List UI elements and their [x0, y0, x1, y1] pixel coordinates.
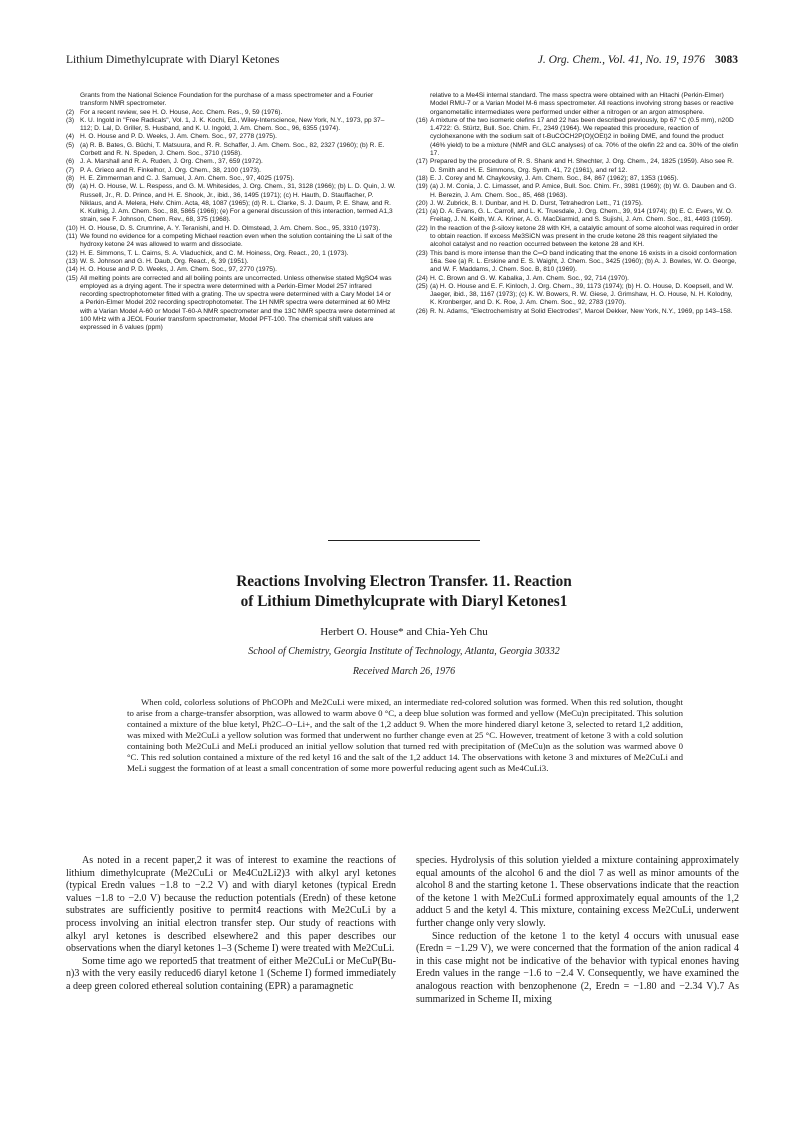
abstract [127, 697, 683, 774]
footnote-text: relative to a Me4Si internal standard. The mass spectra were obtained with an Hitachi (Perkin-Elmer) Model RMU-7 or a Varian Model M-6 mass spectrometer. All reactions involving strong bases or reactive organometallic intermediates were performed under either a nitrogen or an argon atmosphere. [430, 92, 734, 116]
footnote-text: P. A. Grieco and R. Finkelhor, J. Org. Chem., 38, 2100 (1973). [80, 166, 261, 174]
footnote [416, 250, 739, 275]
footnote [66, 275, 396, 333]
footnote-number [416, 92, 430, 117]
footnote-number: (17) [416, 158, 428, 166]
body-paragraph: Some time ago we reported5 that treatment of either Me2CuLi or MeCuP(Bu-n)3 with the very easily reduced6 diaryl ketone 1 (Scheme I) formed immediately a deep green colored ethereal solution containing (EPR) a paramagnetic [66, 955, 396, 992]
footnote-number: (7) [66, 166, 75, 174]
footnote-text: Grants from the National Science Foundation for the purchase of a mass spectrometer and a Fourier transform NMR spectrometer. [80, 92, 374, 108]
authors: Herbert O. House* and Chia-Yeh Chu [320, 626, 488, 638]
footnote-text: (a) H. O. House, W. L. Respess, and G. M. Whitesides, J. Org. Chem., 31, 3128 (1966); (b) L. D. Quin, J. W. Russell, Jr., R. D. Prince, and H. E. Shook, Jr., ibid., 36, 1495 (1971); (c) H. Hauth, D. Stauffacher, P. Niklaus, and A. Melera, Helv. Chim. Acta, 48, 1087 (1965); (d) R. L. Clarke, S. J. Daum, P. E. Shaw, and R. K. Kullnig, J. Am. Chem. Soc., 88, 5865 (1966); (e) For a general discussion of this interaction, termed A1,3 strain, see F. Johnson, Chem. Rev., 68, 375 (1968). [80, 183, 396, 224]
body-left-column [66, 855, 396, 994]
footnote-text: H. O. House, D. S. Crumrine, A. Y. Teranishi, and H. D. Olmstead, J. Am. Chem. Soc., 95, 3310 (1973). [80, 224, 381, 232]
page-number: 3083 [715, 54, 738, 66]
footnote-text: J. W. Zubrick, B. I. Dunbar, and H. D. Durst, Tetrahedron Lett., 71 (1975). [430, 199, 643, 207]
footnote-number: (18) [416, 174, 428, 182]
footnote-text: W. S. Johnson and G. H. Daub, Org. React., 6, 39 (1951). [80, 257, 249, 265]
footnote [416, 183, 739, 200]
footnote-number: (22) [416, 224, 428, 232]
footnote-number: (10) [66, 224, 78, 232]
footnote-number: (3) [66, 116, 75, 124]
footnote [416, 308, 739, 316]
affiliation: School of Chemistry, Georgia Institute of Technology, Atlanta, Georgia 30332 [248, 646, 560, 657]
running-header [66, 54, 738, 70]
footnote-number: (6) [66, 158, 75, 166]
received-date: Received March 26, 1976 [352, 666, 456, 677]
body-paragraph: As noted in a recent paper,2 it was of interest to examine the reactions of lithium dimethylcuprate (Me2CuLi or Me4Cu2Li2)3 with alkyl aryl ketones (typical Eredn values −1.8 to −2.2 V) and with diaryl ketones (typical Eredn values −1.8 to −2.0 V) because the reduction potentials (Eredn) of these ketone substrates are sufficiently positive to permit4 reactions with Me2CuLi by a process involving an initial electron transfer step. Our study of reactions with alkyl aryl ketones is described elsewhere2 and this paper describes our observations when the diaryl ketones 1–3 (Scheme I) were treated with Me2CuLi. [66, 855, 396, 955]
footnote [66, 109, 396, 117]
footnote-number: (25) [416, 282, 428, 290]
footnote-text: J. A. Marshall and R. A. Ruden, J. Org. Chem., 37, 659 (1972). [80, 158, 263, 166]
article-title-line-2: of Lithium Dimethylcuprate with Diaryl Ketones1 [240, 593, 568, 610]
footnote-text: This band is more intense than the C═O band indicating that the enone 16 exists in a cisoid conformation 16a. See (a) R. L. Erskine and E. S. Waight, J. Chem. Soc., 3425 (1960); (b) A. J. Bowles, W. O. George, and W. F. Maddams, J. Chem. Soc. B, 810 (1969). [430, 249, 737, 274]
footnote-text: H. O. House and P. D. Weeks, J. Am. Chem. Soc., 97, 2770 (1975). [80, 266, 277, 274]
footnote-number: (23) [416, 249, 428, 257]
footnote [416, 208, 739, 225]
footnote-number [66, 92, 80, 109]
footnote [66, 233, 396, 250]
footnote [66, 117, 396, 134]
footnote-number: (24) [416, 274, 428, 282]
footnote [416, 225, 739, 250]
footnote-text: R. N. Adams, "Electrochemistry at Solid Electrodes", Marcel Dekker, New York, N.Y., 1969, pp 143–158. [430, 307, 733, 315]
footnote-text: (a) D. A. Evans, G. L. Carroll, and L. K. Truesdale, J. Org. Chem., 39, 914 (1974); (b) E. C. Evers, W. O. Freitag, J. N. Keith, W. A. Kriner, A. G. MacDiarmid, and S. Sujishi, J. Am. Chem. Soc., 81, 4493 (1959). [430, 208, 733, 224]
footnote-text: We found no evidence for a competing Michael reaction even when the solution containing the Li salt of the hydroxy ketone 24 was allowed to warm and dissociate. [80, 233, 393, 249]
footnote-text: A mixture of the two isomeric olefins 17 and 22 has been described previously, bp 67 °C (0.5 mm), n20D 1.4722: G. Stürtz, Bull. Soc. Chim. Fr., 2349 (1964). We repeated this procedure, reaction of cyclohexanone with the sodium salt of t-BuCOCH2P(O)(OEt)2 in boiling DME, and found the product (46% yield) to be a mixture (NMR and GLC analyses) of ca. 70% of the olefin 22 and ca. 30% of the olefin 17. [430, 116, 739, 158]
footnote-number: (2) [66, 108, 75, 116]
footnote [416, 275, 739, 283]
journal-citation [538, 54, 738, 66]
footnote [416, 200, 739, 208]
footnote [66, 158, 396, 166]
footnote [416, 92, 739, 117]
footnote-text: H. C. Brown and G. W. Kabalka, J. Am. Chem. Soc., 92, 714 (1970). [430, 274, 629, 282]
footnotes-right-column [416, 92, 739, 316]
footnote-text: (a) R. B. Bates, G. Büchi, T. Matsuura, and R. R. Schaffer, J. Am. Chem. Soc., 82, 2327 (1960); (b) R. E. Corbett and R. N. Speden, J. Chem. Soc., 3710 (1958). [80, 141, 385, 158]
footnote [416, 175, 739, 183]
footnote-text: In the reaction of the β-siloxy ketone 28 with KH, a catalytic amount of some alcohol was required in order to obtain reaction. If excess Me3SiCN was present in the crude ketone 28 this reagent silylated the alcohol catalyst and no reaction occurred between the ketone 28 and KH. [430, 224, 739, 249]
footnote [66, 225, 396, 233]
footnote-number: (15) [66, 274, 78, 282]
footnote-text: (a) J. M. Conia, J. C. Limasset, and P. Amice, Bull. Soc. Chim. Fr., 3981 (1969); (b) W. G. Dauben and G. H. Berezin, J. Am. Chem. Soc., 85, 468 (1963). [430, 183, 737, 199]
footnote [66, 175, 396, 183]
footnote-number: (14) [66, 266, 78, 274]
footnote-number: (5) [66, 141, 75, 149]
footnote-text: H. O. House and P. D. Weeks, J. Am. Chem. Soc., 97, 2778 (1975). [80, 133, 277, 141]
abstract-text: When cold, colorless solutions of PhCOPh and Me2CuLi were mixed, an intermediate red-colored solution was formed. When this red solution, thought to arise from a charge-transfer absorption, was allowed to warm above 0 °C, a deep blue solution was formed and yellow (MeCu)n precipitated. This solution contained a mixture of the blue ketyl, Ph2C–O−Li+, and the salt of the 1,2 adduct 9. When the more hindered diaryl ketone 3, selected to retard 1,2 addition, was mixed with Me2CuLi a yellow solution was formed that underwent no further change even at 25 °C. However, treatment of ketone 3 with a cold solution containing both Me2CuLi and MeLi produced an initial yellow solution that turned red with precipitation of (MeCu)n as the solution was warmed above 0 °C. This red solution contained a mixture of the red ketyl 16 and the salt of the 1,2 adduct 14. The observations with ketone 3 and mixtures of Me2CuLi and MeLi suggest the formation of at least a small concentration of some more powerful reducing agent such as Me4CuLi3. [127, 697, 683, 773]
footnote [66, 92, 396, 109]
footnote-text: Prepared by the procedure of R. S. Shank and H. Shechter, J. Org. Chem., 24, 1825 (1959). Also see R. D. Smith and H. E. Simmons, Org. Synth. 41, 72 (1961), and ref 12. [430, 158, 734, 174]
body-paragraph: species. Hydrolysis of this solution yielded a mixture containing approximately equal amounts of the alcohol 6 and the diol 7 as well as minor amounts of the alcohol 8 and the starting ketone 1. These observations indicate that the reaction of the ketone 1 with Me2CuLi formed approximately equal amounts of the 1,2 adduct 5 and the ketyl 4. This mixture, containing excess Me2CuLi, underwent further change only very slowly. [416, 855, 739, 929]
footnote-number: (9) [66, 183, 75, 191]
running-title: Lithium Dimethylcuprate with Diaryl Ketones [66, 54, 280, 66]
footnotes-left-column [66, 92, 396, 333]
footnote [66, 183, 396, 224]
footnote [66, 142, 396, 159]
article-title-line-1: Reactions Involving Electron Transfer. 11. Reaction [236, 573, 572, 590]
article-title [60, 572, 748, 612]
footnote [66, 133, 396, 141]
footnote-text: (a) H. O. House and E. F. Kinloch, J. Org. Chem., 39, 1173 (1974); (b) H. O. House, D. Koepsell, and W. Jaeger, ibid., 38, 1167 (1973); (c) K. W. Bowers, R. W. Giese, J. Grimshaw, H. O. House, N. H. Kolodny, K. Kronberger, and D. K. Roe, J. Am. Chem. Soc., 92, 2783 (1970). [430, 282, 734, 307]
journal-name: J. Org. Chem., Vol. 41, No. 19, 1976 [537, 54, 705, 66]
footnote-number: (20) [416, 199, 428, 207]
footnote-number: (8) [66, 174, 75, 182]
footnote [416, 158, 739, 175]
footnote [66, 258, 396, 266]
footnote-text: E. J. Corey and M. Chaykovsky, J. Am. Chem. Soc., 84, 867 (1962); 87, 1353 (1965). [430, 174, 679, 182]
footnote-number: (11) [66, 233, 78, 241]
footnote-text: All melting points are corrected and all boiling points are uncorrected. Unless otherwise stated MgSO4 was employed as a drying agent. The ir spectra were determined with a Perkin-Elmer Model 257 infrared recording spectrophotometer fitted with a grating. The uv spectra were determined with a Cary Model 14 or a Perkin-Elmer Model 202 recording spectrophotometer. The 1H NMR spectra were determined at 60 MHz with a Varian Model A-60 or Model T-60-A NMR spectrometer and the 13C NMR spectra were determined at 100 MHz with a JEOL Fourier transform spectrometer, Model PFT-100. The chemical shift values are expressed in δ values (ppm) [80, 274, 395, 332]
footnote-text: K. U. Ingold in "Free Radicals", Vol. 1, J. K. Kochi, Ed., Wiley-Interscience, New York, N.Y., 1973, pp 37–112; D. Lal, D. Griller, S. Husband, and K. U. Ingold, J. Am. Chem. Soc., 96, 6355 (1974). [80, 116, 385, 133]
footnote [416, 117, 739, 158]
section-divider [328, 540, 480, 541]
footnote-number: (21) [416, 208, 428, 216]
footnote-number: (12) [66, 249, 78, 257]
footnote-number: (13) [66, 257, 78, 265]
footnote [66, 250, 396, 258]
footnote-number: (4) [66, 133, 75, 141]
footnote [66, 266, 396, 274]
footnote [416, 283, 739, 308]
body-paragraph: Since reduction of the ketone 1 to the ketyl 4 occurs with unusual ease (Eredn = −1.29 V), we were concerned that the formation of the anion radical 4 in this case might not be indicative of the behavior with typical enones having Eredn values in the range −1.6 to −2.4 V. Consequently, we have examined the analogous reaction with benzophenone (2, Eredn = −1.80 and −2.34 V).7 As summarized in Scheme II, mixing [416, 930, 739, 1005]
footnote-text: For a recent review, see H. O. House, Acc. Chem. Res., 9, 59 (1976). [80, 108, 283, 116]
footnote-number: (16) [416, 116, 428, 124]
footnote-number: (26) [416, 307, 428, 315]
footnote [66, 167, 396, 175]
footnote-text: H. E. Zimmerman and C. J. Samuel, J. Am. Chem. Soc., 97, 4025 (1975). [80, 174, 295, 182]
footnote-text: H. E. Simmons, T. L. Cairns, S. A. Vladuchick, and C. M. Hoiness, Org. React., 20, 1 (1973). [80, 249, 349, 257]
body-right-column [416, 855, 739, 1006]
footnote-number: (19) [416, 183, 428, 191]
